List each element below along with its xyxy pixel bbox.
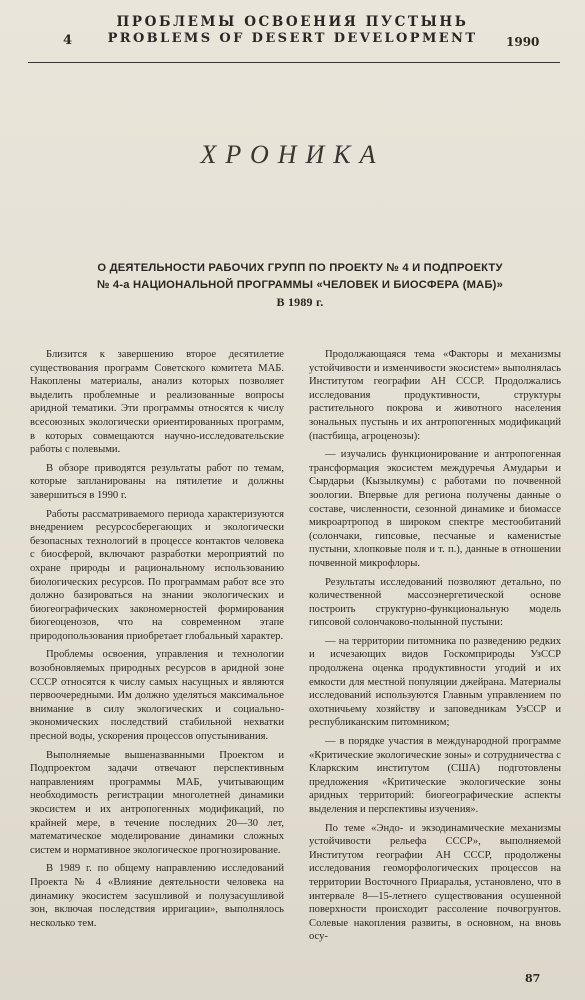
text-column-right (309, 348, 561, 949)
paragraph: Близится к завершению второе десятилетие существования программ Советского комитета МАБ. Накоплены материалы, анализ которых позволяет выделить проблемные и реализованные вопросы аридной тематики. Эти программы относятся к числу всесоюзных экологически ориентированных программ, в которых совмещаются научно-исследовательские работы с полевыми. (30, 349, 284, 456)
paragraph: — на территории питомника по разведению редких и исчезающих видов Госкомприроды УзССР продолжена оценка продуктивности угодий и их емкости для местной популяции джейрана. Материалы исследований используются Главным управлением по охотничьему хозяйству и заповедникам УзССР и республиканским питомником; (309, 635, 561, 729)
article-title-line-2: № 4-а НАЦИОНАЛЬНОЙ ПРОГРАММЫ «ЧЕЛОВЕК И БИОСФЕРА (МАБ)» (96, 279, 504, 291)
paragraph: По теме «Эндо- и экзодинамические механизмы устойчивости рельефа СССР», выполняемой Институтом географии АН СССР, продолжены исследования геоморфологических процессов на территории Восточного Приаралья, установлено, что в интервале 8—15-летнего существования осушенной поверхности происходит рассоление почвогрунтов. Солевые накопления развиты, в основном, на вновь осу- (309, 822, 561, 943)
article-title-line-1: О ДЕЯТЕЛЬНОСТИ РАБОЧИХ ГРУПП ПО ПРОЕКТУ № 4 И ПОДПРОЕКТУ (97, 262, 503, 274)
running-header (0, 14, 585, 64)
paragraph: Результаты исследований позволяют детально, по количественной массоэнергетической основе построить структурно-функциональную модель гипсовой солончаково-полынной пустыни: (309, 576, 561, 629)
header-page-number: 4 (63, 33, 73, 48)
header-year: 1990 (506, 35, 540, 49)
journal-title-ru: ПРОБЛЕМЫ ОСВОЕНИЯ ПУСТЫНЬ (116, 14, 469, 30)
paragraph: Продолжающаяся тема «Факторы и механизмы устойчивости и изменчивости экосистем» выполнялась Институтом географии АН СССР. Продолжались исследования продуктивности, структуры растительного покрова и животного населения зональных пустынь и их антропогенных модификаций (пастбища, агроценозы): (309, 349, 561, 442)
section-title: ХРОНИКА (200, 140, 385, 169)
paragraph: В 1989 г. по общему направлению исследований Проекта № 4 «Влияние деятельности человека на динамику экосистем засушливой и полузасушливой зон, включая последствия ирригации», выполнялось несколько тем. (30, 863, 284, 929)
journal-title-en: PROBLEMS OF DESERT DEVELOPMENT (107, 31, 478, 46)
paragraph: В обзоре приводятся результаты работ по темам, которые запланированы на пятилетие и должны завершиться в 1990 г. (30, 462, 284, 501)
paragraph: — изучались функционирование и антропогенная трансформация экосистем междуречья Амударьи и Сырдарьи (Кызылкумы) с работами по почвенной зоологии. Впервые для региона получены данные о составе, численности, сезонной динамике и биомассе микроартропод в широком спектре местообитаний (солончаки, гипсовые, песчаные и каменистые пустыни, хлопковые поля и т. п.), данные в отношении почвенной микрофлоры. (309, 449, 561, 569)
paragraph: Выполняемые вышеназванными Проектом и Подпроектом задачи отвечают перспективным направлениям программы МАБ, учитывающим необходимость регистрации многолетней динамики экосистем и их антропогенных модификаций, по крайней мере, в течение последних 20—30 лет, математическое моделирование динамики сложных систем и нормативное экологическое прогнозирование. (30, 749, 284, 856)
paragraph: Работы рассматриваемого периода характеризуются внедрением ресурсосберегающих и экологически безопасных технологий в процессе контактов человека с биосферой, включают разработки мероприятий по охране природы и рациональному использованию биологических ресурсов. По программам работ все это должно базироваться на знании экологических и биогеографических закономерностей формирования биогеоценозов, что на современном этапе природопользования приобретает глобальный характер. (30, 508, 284, 642)
article-title (50, 260, 550, 311)
paragraph: — в порядке участия в международной программе «Критические экологические зоны» и сотрудничества с Кларкским институтом (США) подготовлены предложения «Критические экологические зоны аридных территорий: биогеографические аспекты выделения и перспективы изучения». (309, 736, 561, 815)
article-title-line-3: В 1989 г. (276, 295, 324, 309)
text-column-left (30, 348, 284, 935)
header-rule (28, 62, 560, 63)
footer-page-number: 87 (525, 972, 541, 985)
paragraph: Проблемы освоения, управления и технологии возобновляемых природных ресурсов в аридной зоне СССР относятся к числу самых насущных и являются первоочередными. Им должно уделяться максимальное внимание в силу экологических и социально-экономических последствий стабильной нехватки пресной воды, ускорения процессов опустынивания. (30, 649, 284, 743)
